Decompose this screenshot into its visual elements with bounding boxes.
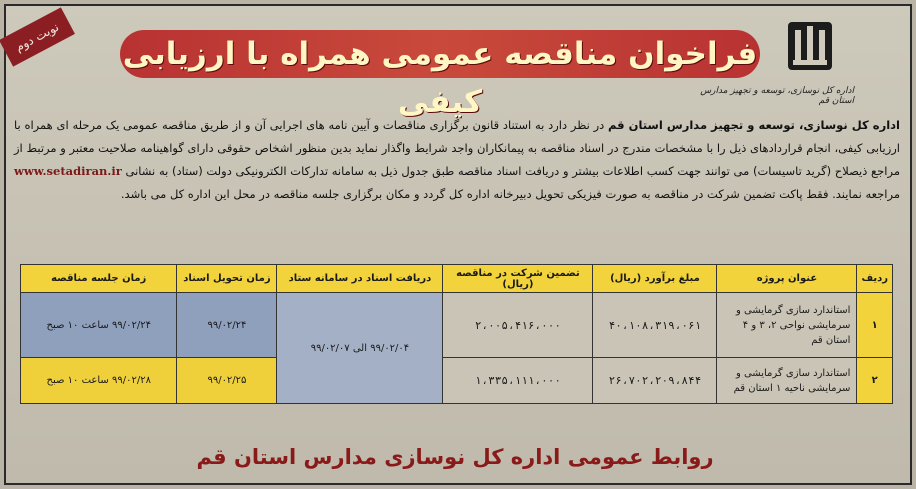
session-time: ۹۹/۰۲/۲۸ ساعت ۱۰ صبح (21, 358, 177, 404)
col-delivery: زمان تحویل اسناد (177, 265, 277, 293)
col-project-title: عنوان پروژه (717, 265, 857, 293)
body-line-2: مراجعه نمایند. فقط پاکت تضمین شرکت در مناقصه به صورت فیزیکی تحویل دبیرخانه اداره کل گردد و مکان برگزاری جلسه مناقصه در محل این اداره کل می باشد. (120, 187, 900, 201)
row-number: ۱ (857, 293, 893, 358)
announcement-body (14, 114, 900, 206)
receive-docs-value: ۹۹/۰۲/۰۴ الی ۹۹/۰۲/۰۷ (277, 293, 443, 404)
row-number: ۲ (857, 358, 893, 404)
delivery-date: ۹۹/۰۲/۲۵ (177, 358, 277, 404)
col-row-number: ردیف (857, 265, 893, 293)
col-estimate: مبلغ برآورد (ریال) (593, 265, 717, 293)
estimate-value: ۴۰،۱۰۸،۳۱۹،۰۶۱ (593, 293, 717, 358)
guarantee-value: ۲،۰۰۵،۴۱۶،۰۰۰ (443, 293, 593, 358)
estimate-value: ۲۶،۷۰۲،۲۰۹،۸۴۴ (593, 358, 717, 404)
setad-link[interactable]: www.setadiran.ir (14, 164, 122, 178)
project-title: استاندارد سازی گرمایشی و سرمایشی ناحیه ۱ استان قم (717, 358, 857, 404)
project-title: استاندارد سازی گرمایشی و سرمایشی نواحی ۲، ۳ و ۴ استان قم (717, 293, 857, 358)
delivery-date: ۹۹/۰۲/۲۴ (177, 293, 277, 358)
guarantee-value: ۱،۳۳۵،۱۱۱،۰۰۰ (443, 358, 593, 404)
org-name: اداره کل نوسازی، توسعه و تجهیز مدارس استان قم (608, 118, 901, 132)
table-row (21, 358, 893, 404)
session-time: ۹۹/۰۲/۲۴ ساعت ۱۰ صبح (21, 293, 177, 358)
round-badge-label: نوبت دوم (12, 19, 62, 55)
col-receive-docs: دریافت اسناد در سامانه ستاد (277, 265, 443, 293)
organization-logo-icon (786, 20, 834, 72)
table-header-row (21, 265, 893, 293)
tender-table (20, 264, 893, 404)
col-session: زمان جلسه مناقصه (21, 265, 177, 293)
footer-public-relations: روابط عمومی اداره کل نوسازی مدارس استان قم (196, 445, 714, 469)
org-caption: اداره کل نوسازی، توسعه و تجهیز مدارس استان قم (700, 86, 854, 106)
table-row (21, 293, 893, 358)
body-line-1: در نظر دارد به استناد قانون برگزاری مناقصات و آیین نامه های اجرایی آن و از طریق مناقصه عمومی یک مرحله ای همراه با ارزیابی کیفی، انجام قراردادهای ذیل را با مشخصات مندرج در اسناد مناقصه به پیمانکاران واجد شرایط واگذار نماید بدین منظور اشخاص حقوقی دارای گواهینامه صلاحیت معتبر و مرتبط از مراجع ذیصلاح (گرید تاسیسات) می توانند جهت کسب اطلاعات بیشتر و دریافت اسناد مناقصه طبق جدول ذیل به سامانه تدارکات الکترونیکی دولت (ستاد) به نشانی (14, 118, 900, 178)
col-guarantee: تضمین شرکت در مناقصه (ریال) (443, 265, 593, 293)
page-title: فراخوان مناقصه عمومی همراه با ارزیابی کیفی (122, 36, 758, 120)
